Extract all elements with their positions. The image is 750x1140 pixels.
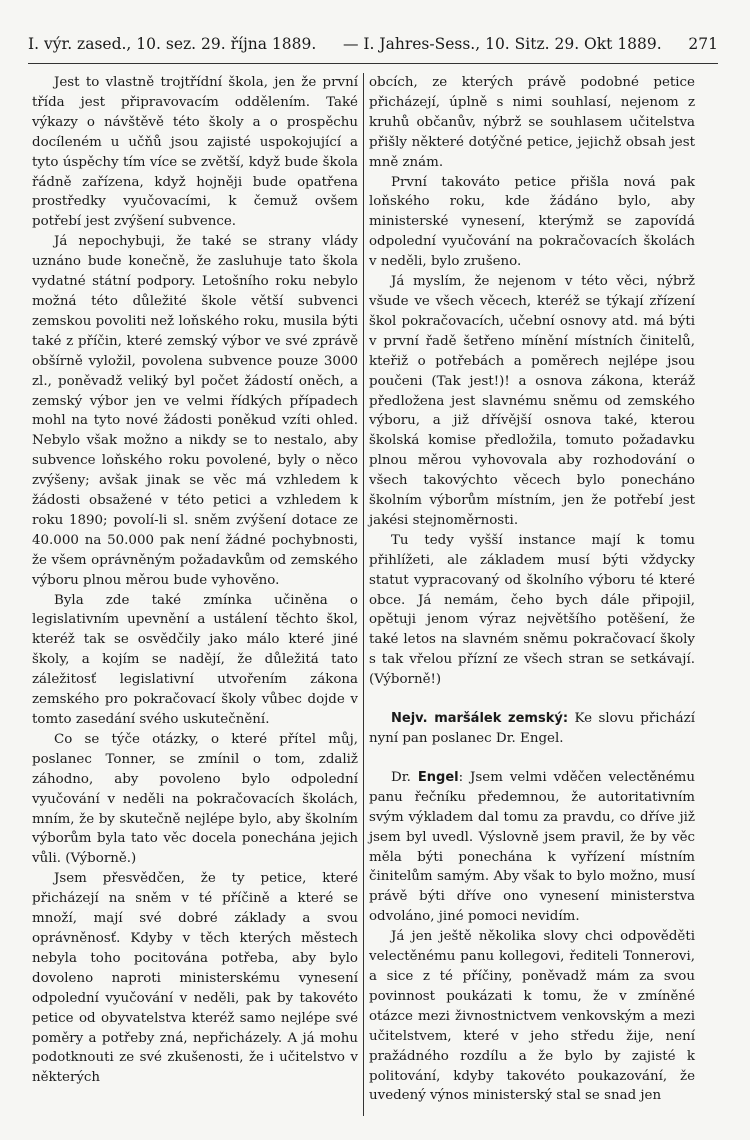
right-column xyxy=(369,73,695,1106)
spacer xyxy=(369,749,695,768)
speaker-name: Nejv. maršálek zemský: xyxy=(391,711,569,727)
header-rule xyxy=(28,63,718,64)
paragraph: Tu tedy vyšší instance mají k tomu přihlížeti, ale základem musí býti vždycky statut vypracovaný od školního výboru té které obce. Já nemám, čeho bych dále připojil, opětuji jenom výraz největšího potěšení, že také letos na slavném sněmu pokračovací školy s tak vřelou přízní ze všech stran se setkávají. (Výborně!) xyxy=(369,532,695,688)
paragraph: Jsem přesvědčen, že ty petice, které přicházejí na sněm v té příčině a které se množí, mají své dobré základy a svou oprávněnosť. Kdyby v těch kterých městech nebyla toho pocitována potřeba, aby bylo dovoleno naproti ministerskému vynesení odpolední vyučování v neděli, pak by takovéto petice od obyvatelstva kteréž samo nejlépe své poměry a potřeby zná, nepřicházely. A já mohu podotknouti ze své zkušenosti, že i učitelstvo v některých xyxy=(32,871,358,1086)
page-header xyxy=(28,34,718,54)
paragraph: Co se týče otázky, o které přítel můj, poslanec Tonner, se zmínil o tom, zdaliž záhodno, aby povoleno bylo odpolední vyučování v neděli na pokračovacích školách, mním, že by skutečně nejlépe bylo, aby školním výborům byla tato věc docela ponechána jejich vůli. (Výborně.) xyxy=(32,731,358,867)
left-column xyxy=(32,73,358,1088)
paragraph: Byla zde také zmínka učiněna o legislativním upevnění a ustálení těchto škol, kteréž tak se osvědčily jako málo které jiné školy, a kojím se nadějí, že důležitá tato záležitosť legislativní utvořením zákona zemského pro pokračovací školy vůbec dojde v tomto zasedání svého uskutečnění. xyxy=(32,592,358,727)
speech-text: Ke slovu přichází nyní pan poslanec Dr. Engel. xyxy=(369,711,695,746)
spacer xyxy=(369,690,695,709)
column-divider xyxy=(363,73,364,1116)
speaker-paragraph xyxy=(369,768,695,927)
header-left: I. výr. zased., 10. sez. 29. října 1889. xyxy=(28,35,317,53)
paragraph: Jest to vlastně trojtřídní škola, jen že první třída jest připravovacím oddělením. Také výkazy o návštěvě této školy a o prospěchu docíleném u učňů jsou zajisté uspokojující a tyto úspěchy tím více se zvětší, když bude škola řádně zařízena, když hojněji bude opatřena prostředky vyučovacími, k čemuž ovšem potřebí jest zvýšení subvence. xyxy=(32,75,358,230)
paragraph: obcích, ze kterých právě podobné petice přicházejí, úplně s nimi souhlasí, nejenom z kruhů občanův, nýbrž se souhlasem učitelstva přišly některé dotýčné petice, jejichž obsah jest mně znám. xyxy=(369,75,695,170)
paragraph: Já jen ještě několika slovy chci odpověděti velectěnému panu kollegovi, řediteli Tonnerovi, a sice z té příčiny, poněvadž mám za svou povinnost poukázati k tomu, že v zmíněné otázce mezi živnostnictvem venkovským a mezi učitelstvem, které v jeho středu žije, není pražádného rozdílu a že bylo by zajisté k politování, kdyby takovéto poukazování, že uvedený výnos ministerský stal se snad jen xyxy=(369,929,695,1104)
page-number: 271 xyxy=(688,35,718,53)
speaker-paragraph xyxy=(369,709,695,749)
paragraph: První takováto petice přišla nová pak loňského roku, kde žádáno bylo, aby ministerské vynesení, kterýmž se zapovídá odpolední vyučování na pokračovacích školách v neděli, bylo zrušeno. xyxy=(369,174,695,270)
paragraph: Já nepochybuji, že také se strany vlády uznáno bude konečně, že zasluhuje tato škola vydatné státní podpory. Letošního roku nebylo možná této důležité škole větší subvenci zemskou povoliti než loňského roku, musila býti také z příčin, které zemský výbor ve své zprávě obšírně vyložil, povolena subvence pouze 3000 zl., poněvadž veliký byl počet žádostí oněch, a zemský výbor jen ve velmi řídkých případech mohl na tyto nové žádosti poněkud vzíti ohled. Nebylo však možno a nikdy se to nestalo, aby subvence loňského roku povolené, byly o něco zvýšeny; avšak jinak se věc má vzhledem k žádosti obsažené v této petici a vzhledem k roku 1890; povolí-li sl. sněm zvýšení dotace ze 40.000 na 50.000 pak není žádné pochybnosti, že všem oprávněným požadavkům od zemského výboru plnou měrou bude vyhověno. xyxy=(32,234,358,588)
paragraph: Já myslím, že nejenom v této věci, nýbrž všude ve všech věcech, kteréž se týkají zřízení škol pokračovacích, učební osnovy atd. má býti v první řadě šetřeno mínění místních činitelů, kteřiž o potřebách a poměrech nejlépe jsou poučeni (Tak jest!)! a osnova zákona, kteráž předložena jest slavnému sněmu od zemského výboru, a již dřívější osnova také, kterou školská komise předložila, tomuto požadavku plnou měrou vyhovovala aby rozhodování o všech takovýchto věcech bylo ponecháno školním výborům místním, jen že potřebí jest jakési stejnoměrnosti. xyxy=(369,274,695,528)
speech-text: : Jsem velmi vděčen velectěnému panu řečníku předemnou, že autoritativním svým výkladem dal tomu za pravdu, co dříve již jsem byl uvedl. Výslovně jsem pravil, že by věc měla býti ponechána k vyřízení místním činitelům samým. Aby však to bylo možno, musí právě býti dříve ono vynesení ministerstva odvoláno, jiné pomoci nevidím. xyxy=(369,769,695,925)
speaker-name: Engel xyxy=(417,769,459,785)
speaker-title: Dr. xyxy=(391,769,418,785)
header-center: — I. Jahres-Sess., 10. Sitz. 29. Okt 1889. xyxy=(342,35,662,53)
